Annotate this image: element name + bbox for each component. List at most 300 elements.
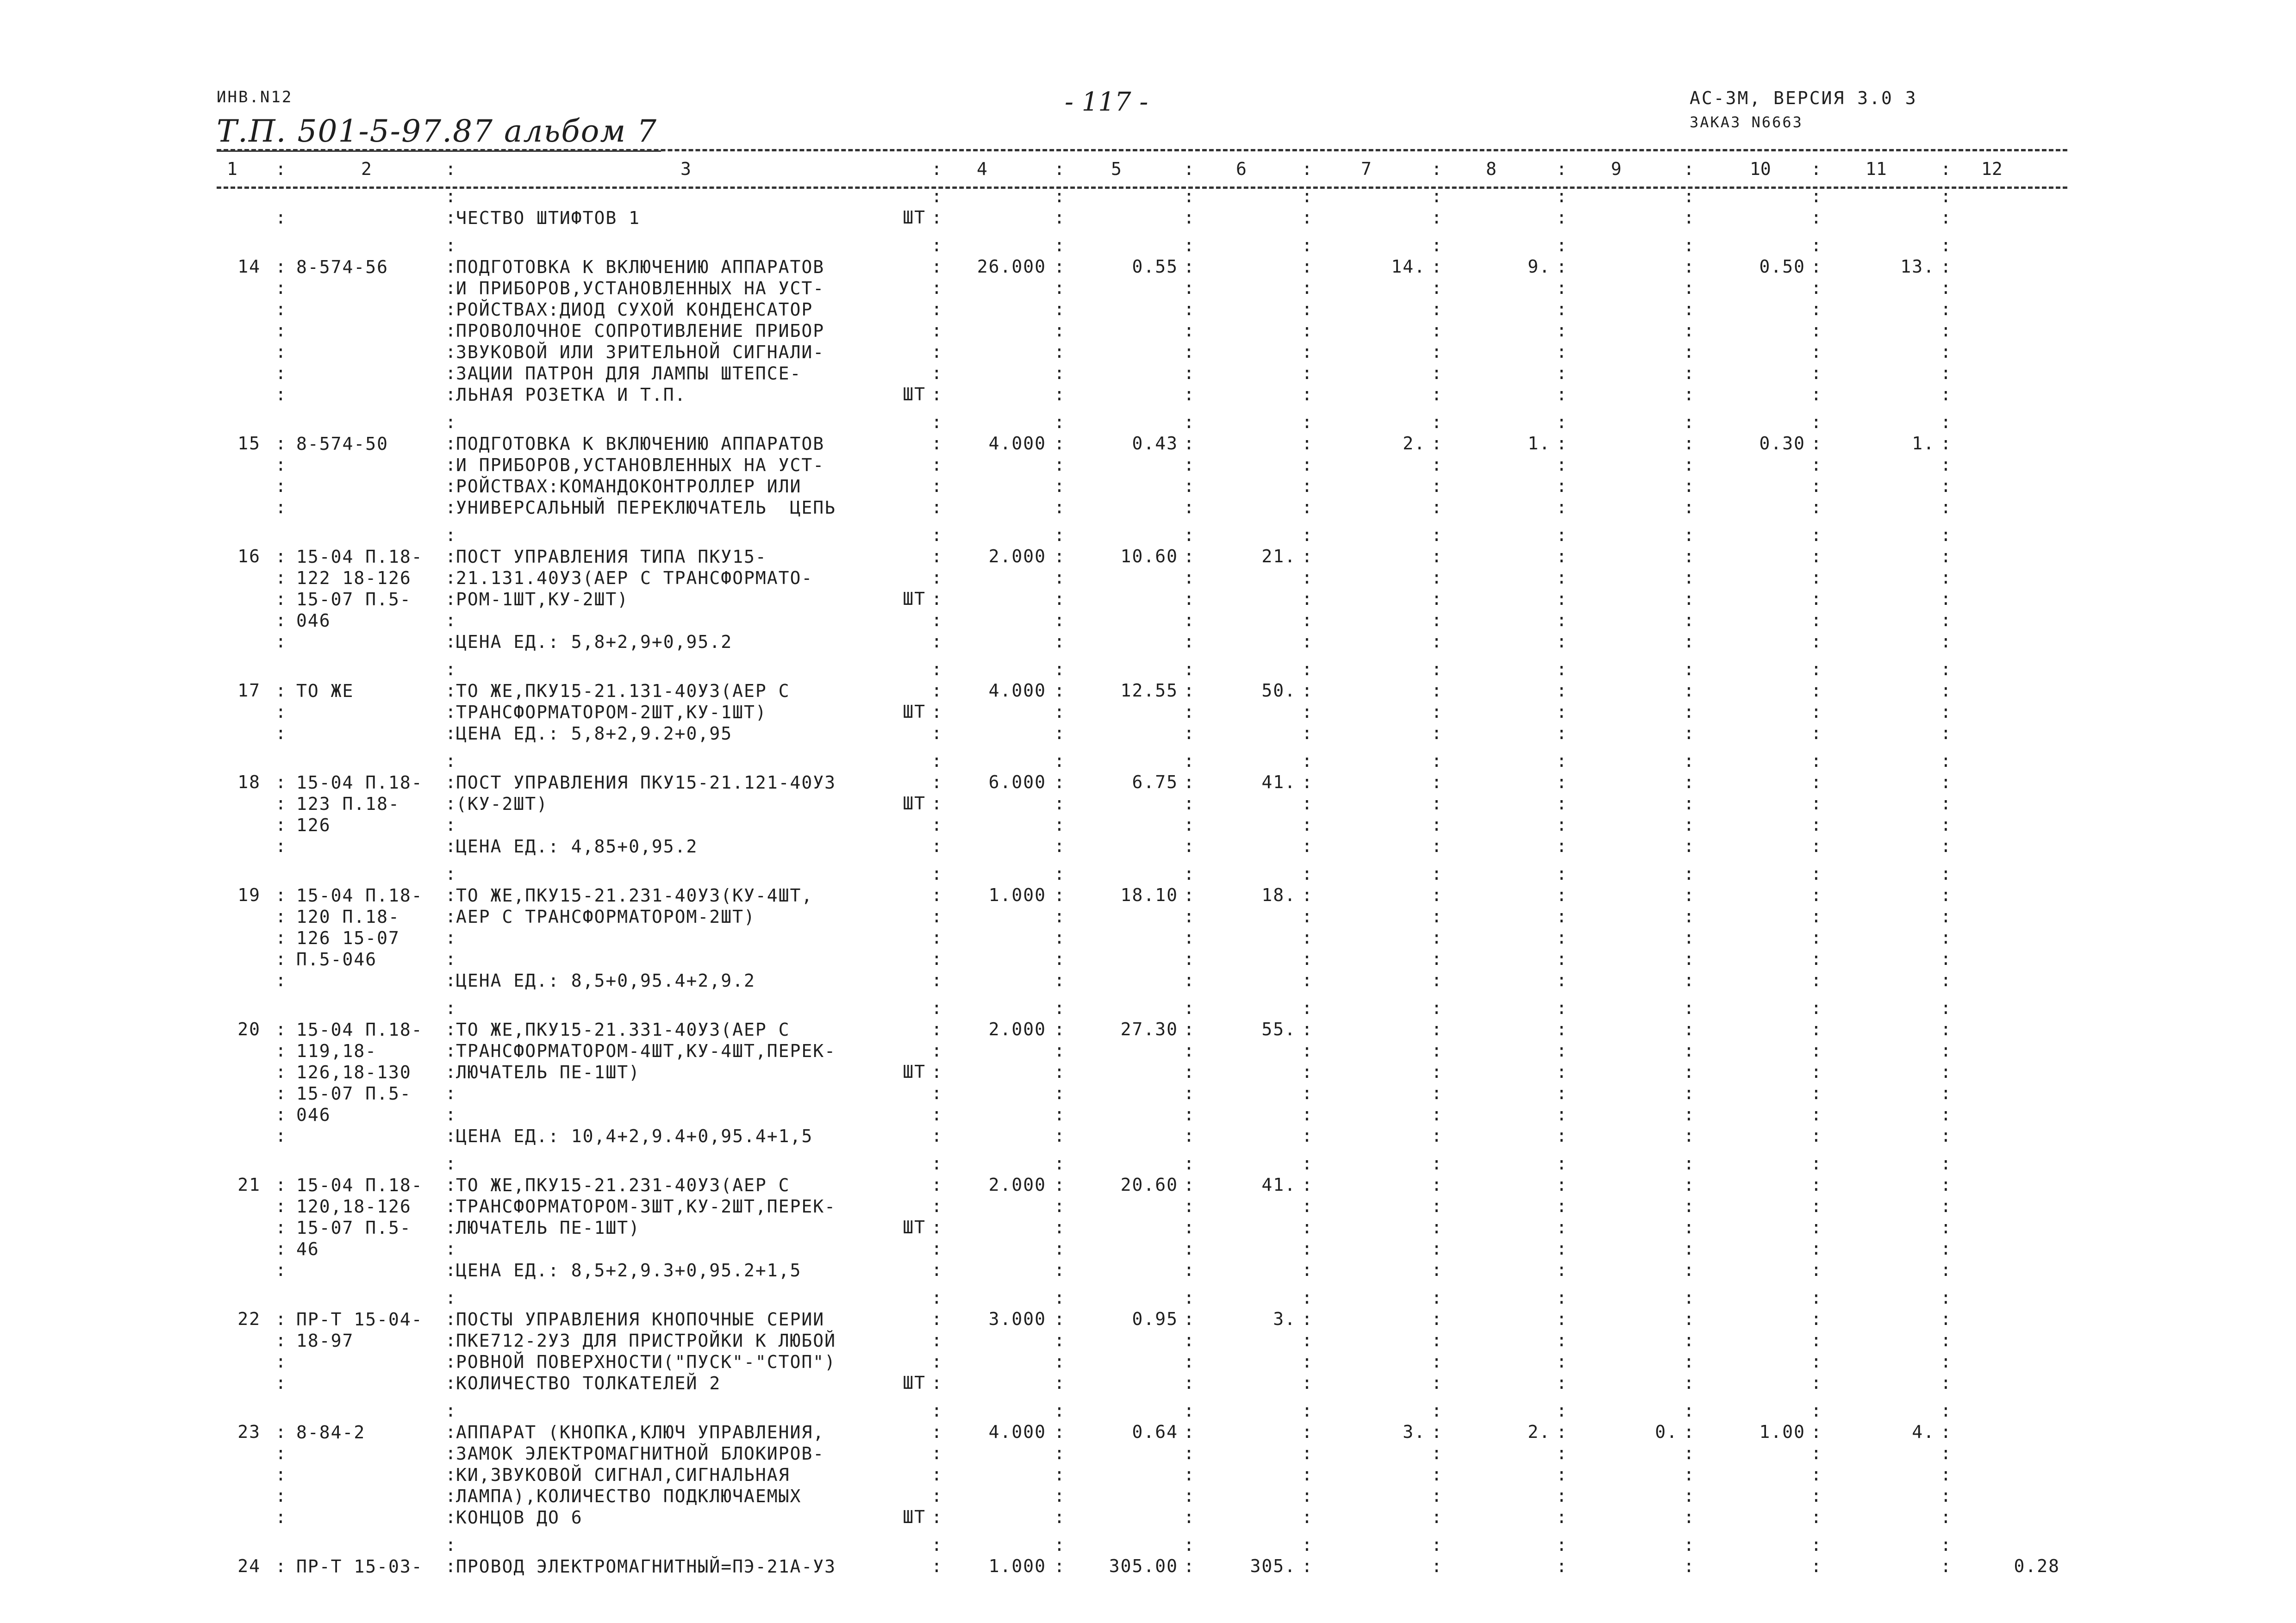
column-separator: : bbox=[1940, 631, 1951, 652]
column-separator: : bbox=[445, 384, 456, 404]
column-separator: : bbox=[445, 1175, 456, 1195]
column-separator: : bbox=[1431, 702, 1442, 722]
column-separator: : bbox=[1684, 998, 1694, 1018]
value-c8: 2. bbox=[1528, 1422, 1551, 1442]
column-separator: : bbox=[1556, 235, 1567, 255]
item-description: ПОДГОТОВКА К ВКЛЮЧЕНИЮ АППАРАТОВ bbox=[456, 257, 825, 277]
column-separator: : bbox=[1811, 1104, 1822, 1125]
column-separator: : bbox=[445, 159, 456, 179]
column-separator: : bbox=[1054, 1238, 1065, 1259]
column-separator: : bbox=[1184, 342, 1194, 362]
column-separator: : bbox=[1684, 1126, 1694, 1146]
column-separator: : bbox=[1054, 1019, 1065, 1039]
column-separator: : bbox=[1184, 159, 1194, 179]
column-separator: : bbox=[1556, 1309, 1567, 1329]
column-separator: : bbox=[1940, 1443, 1951, 1463]
column-separator: : bbox=[1811, 927, 1822, 948]
column-separator: : bbox=[1184, 1309, 1194, 1329]
unit-price-formula: ЦЕНА ЕД.: 5,8+2,9+0,95.2 bbox=[456, 632, 733, 652]
column-separator: : bbox=[931, 1153, 942, 1174]
column-separator: : bbox=[1431, 864, 1442, 884]
column-separator: : bbox=[1302, 476, 1312, 496]
column-separator: : bbox=[1684, 949, 1694, 969]
column-separator: : bbox=[1184, 772, 1194, 792]
column-separator: : bbox=[1184, 384, 1194, 404]
value-c5: 0.64 bbox=[1132, 1422, 1178, 1442]
column-separator: : bbox=[1431, 631, 1442, 652]
column-separator: : bbox=[275, 1330, 286, 1350]
column-separator: : bbox=[445, 702, 456, 722]
column-separator: : bbox=[931, 610, 942, 630]
column-separator: : bbox=[1302, 1238, 1312, 1259]
column-separator: : bbox=[1556, 1040, 1567, 1061]
column-separator: : bbox=[1054, 927, 1065, 948]
column-separator: : bbox=[1556, 836, 1567, 856]
column-separator: : bbox=[1684, 235, 1694, 255]
column-separator: : bbox=[1811, 525, 1822, 545]
column-separator: : bbox=[1684, 412, 1694, 432]
column-separator: : bbox=[1302, 1351, 1312, 1372]
column-separator: : bbox=[1811, 1464, 1822, 1485]
column-separator: : bbox=[1684, 970, 1694, 990]
column-separator: : bbox=[1431, 1238, 1442, 1259]
column-separator: : bbox=[1940, 1351, 1951, 1372]
column-separator: : bbox=[1431, 1175, 1442, 1195]
column-separator: : bbox=[1302, 278, 1312, 298]
unit-label: ШТ bbox=[903, 207, 926, 228]
column-separator: : bbox=[1054, 1464, 1065, 1485]
item-description: ЧЕСТВО ШТИФТОВ 1 bbox=[456, 208, 641, 228]
column-separator: : bbox=[1302, 1486, 1312, 1506]
column-separator: : bbox=[1054, 631, 1065, 652]
column-separator: : bbox=[1302, 1153, 1312, 1174]
item-code: 123 П.18- bbox=[296, 794, 400, 814]
item-description: ПРОВОЛОЧНОЕ СОПРОТИВЛЕНИЕ ПРИБОР bbox=[456, 321, 825, 341]
column-separator: : bbox=[1302, 589, 1312, 609]
column-separator: : bbox=[1811, 631, 1822, 652]
column-separator: : bbox=[1556, 342, 1567, 362]
column-separator: : bbox=[1684, 567, 1694, 588]
column-separator: : bbox=[1940, 342, 1951, 362]
column-separator: : bbox=[1184, 1400, 1194, 1421]
item-description: ТО ЖЕ,ПКУ15-21.231-40У3(КУ-4ШТ, bbox=[456, 885, 813, 906]
column-separator: : bbox=[1556, 1238, 1567, 1259]
column-separator: : bbox=[1556, 1196, 1567, 1216]
item-description: ТРАНСФОРМАТОРОМ-4ШТ,КУ-4ШТ,ПЕРЕК- bbox=[456, 1041, 836, 1061]
column-separator: : bbox=[1556, 702, 1567, 722]
column-separator: : bbox=[1054, 159, 1065, 179]
column-separator: : bbox=[445, 525, 456, 545]
column-separator: : bbox=[1556, 1175, 1567, 1195]
column-separator: : bbox=[1811, 1153, 1822, 1174]
column-separator: : bbox=[1054, 1535, 1065, 1555]
column-separator: : bbox=[1811, 299, 1822, 319]
column-separator: : bbox=[931, 1196, 942, 1216]
item-code: 15-07 П.5- bbox=[296, 1218, 412, 1238]
value-c5: 0.43 bbox=[1132, 433, 1178, 454]
column-separator: : bbox=[1556, 1351, 1567, 1372]
column-separator: : bbox=[1184, 589, 1194, 609]
column-separator: : bbox=[445, 1083, 456, 1103]
column-separator: : bbox=[1054, 433, 1065, 454]
column-separator: : bbox=[1684, 772, 1694, 792]
column-separator: : bbox=[1184, 235, 1194, 255]
column-separator: : bbox=[1684, 546, 1694, 566]
column-separator: : bbox=[1431, 342, 1442, 362]
value-c5: 20.60 bbox=[1120, 1175, 1178, 1195]
column-separator: : bbox=[931, 751, 942, 771]
column-separator: : bbox=[1054, 525, 1065, 545]
column-separator: : bbox=[275, 320, 286, 341]
column-separator: : bbox=[1184, 207, 1194, 228]
column-separator: : bbox=[445, 751, 456, 771]
column-separator: : bbox=[931, 1422, 942, 1442]
column-separator: : bbox=[1684, 702, 1694, 722]
column-separator: : bbox=[275, 384, 286, 404]
item-description: ПКЕ712-2У3 ДЛЯ ПРИСТРОЙКИ К ЛЮБОЙ bbox=[456, 1331, 836, 1351]
column-separator: : bbox=[1431, 1443, 1442, 1463]
item-number: 18 bbox=[237, 772, 261, 792]
column-separator: : bbox=[275, 815, 286, 835]
column-separator: : bbox=[931, 320, 942, 341]
column-separator: : bbox=[1302, 702, 1312, 722]
unit-label: ШТ bbox=[903, 1507, 926, 1527]
column-separator: : bbox=[1556, 998, 1567, 1018]
item-description: ТРАНСФОРМАТОРОМ-3ШТ,КУ-2ШТ,ПЕРЕК- bbox=[456, 1196, 836, 1217]
value-c4: 6.000 bbox=[988, 772, 1046, 792]
column-separator: : bbox=[1684, 1238, 1694, 1259]
value-c6: 18. bbox=[1261, 885, 1296, 905]
column-separator: : bbox=[1184, 1556, 1194, 1576]
column-separator: : bbox=[1302, 815, 1312, 835]
column-separator: : bbox=[275, 1351, 286, 1372]
column-separator: : bbox=[1940, 1104, 1951, 1125]
column-separator: : bbox=[1556, 433, 1567, 454]
column-separator: : bbox=[275, 1126, 286, 1146]
column-separator: : bbox=[1684, 1217, 1694, 1237]
column-separator: : bbox=[1054, 1040, 1065, 1061]
column-separator: : bbox=[1431, 723, 1442, 743]
column-separator: : bbox=[1811, 567, 1822, 588]
column-separator: : bbox=[1054, 454, 1065, 475]
column-separator: : bbox=[275, 927, 286, 948]
column-separator: : bbox=[1684, 299, 1694, 319]
column-separator: : bbox=[1054, 1309, 1065, 1329]
column-separator: : bbox=[1054, 1196, 1065, 1216]
column-separator: : bbox=[275, 299, 286, 319]
column-separator: : bbox=[1811, 589, 1822, 609]
column-separator: : bbox=[1302, 1287, 1312, 1308]
column-separator: : bbox=[1054, 235, 1065, 255]
column-separator: : bbox=[1556, 970, 1567, 990]
column-separator: : bbox=[275, 772, 286, 792]
column-separator: : bbox=[931, 723, 942, 743]
column-separator: : bbox=[1184, 610, 1194, 630]
column-separator: : bbox=[445, 1486, 456, 1506]
column-separator: : bbox=[931, 525, 942, 545]
column-separator: : bbox=[1684, 1019, 1694, 1039]
column-separator: : bbox=[1184, 1422, 1194, 1442]
column-separator: : bbox=[275, 793, 286, 814]
column-separator: : bbox=[1431, 1104, 1442, 1125]
item-code: П.5-046 bbox=[296, 949, 377, 970]
column-separator: : bbox=[1184, 1062, 1194, 1082]
header-divider-bottom bbox=[217, 187, 2067, 189]
column-separator: : bbox=[445, 342, 456, 362]
column-separator: : bbox=[1940, 1486, 1951, 1506]
column-separator: : bbox=[1302, 772, 1312, 792]
inventory-number: ИНВ.N12 bbox=[217, 88, 293, 106]
column-separator: : bbox=[445, 1507, 456, 1527]
item-code: 046 bbox=[296, 610, 331, 631]
column-separator: : bbox=[931, 1309, 942, 1329]
column-separator: : bbox=[445, 433, 456, 454]
column-separator: : bbox=[1431, 970, 1442, 990]
column-separator: : bbox=[1811, 476, 1822, 496]
column-separator: : bbox=[931, 793, 942, 814]
column-separator: : bbox=[1431, 815, 1442, 835]
column-separator: : bbox=[1684, 476, 1694, 496]
column-separator: : bbox=[1940, 1019, 1951, 1039]
column-separator: : bbox=[1556, 631, 1567, 652]
column-separator: : bbox=[1940, 1556, 1951, 1576]
item-code: 15-04 П.18- bbox=[296, 1175, 423, 1195]
column-separator: : bbox=[1940, 384, 1951, 404]
column-separator: : bbox=[1940, 320, 1951, 341]
column-separator: : bbox=[1684, 159, 1694, 179]
column-separator: : bbox=[275, 970, 286, 990]
unit-label: ШТ bbox=[903, 793, 926, 814]
column-separator: : bbox=[1556, 299, 1567, 319]
item-description: КОЛИЧЕСТВО ТОЛКАТЕЛЕЙ 2 bbox=[456, 1373, 721, 1393]
column-separator: : bbox=[1431, 207, 1442, 228]
column-separator: : bbox=[1940, 1400, 1951, 1421]
column-separator: : bbox=[1184, 497, 1194, 517]
column-number: 12 bbox=[1981, 159, 2003, 179]
column-separator: : bbox=[445, 186, 456, 206]
column-separator: : bbox=[1556, 1373, 1567, 1393]
column-separator: : bbox=[1684, 906, 1694, 927]
column-separator: : bbox=[1431, 476, 1442, 496]
column-separator: : bbox=[931, 476, 942, 496]
column-separator: : bbox=[1940, 589, 1951, 609]
column-separator: : bbox=[1811, 320, 1822, 341]
column-separator: : bbox=[1940, 299, 1951, 319]
value-c6: 41. bbox=[1261, 772, 1296, 792]
column-separator: : bbox=[275, 342, 286, 362]
column-separator: : bbox=[1431, 1422, 1442, 1442]
column-separator: : bbox=[1811, 1062, 1822, 1082]
item-code: 46 bbox=[296, 1239, 319, 1259]
order-number: ЗАКАЗ N6663 bbox=[1690, 113, 1803, 131]
item-code: 18-97 bbox=[296, 1331, 354, 1351]
column-separator: : bbox=[1431, 1373, 1442, 1393]
item-code: 120,18-126 bbox=[296, 1196, 412, 1217]
column-separator: : bbox=[931, 363, 942, 383]
column-separator: : bbox=[275, 454, 286, 475]
column-separator: : bbox=[1556, 589, 1567, 609]
column-separator: : bbox=[1684, 525, 1694, 545]
page-number: - 117 - bbox=[1065, 87, 1148, 117]
column-separator: : bbox=[1811, 723, 1822, 743]
column-separator: : bbox=[1811, 256, 1822, 277]
column-separator: : bbox=[445, 659, 456, 679]
column-separator: : bbox=[1556, 497, 1567, 517]
column-separator: : bbox=[1431, 1062, 1442, 1082]
item-description: ТО ЖЕ,ПКУ15-21.231-40У3(АЕР С bbox=[456, 1175, 790, 1195]
column-separator: : bbox=[1431, 525, 1442, 545]
column-separator: : bbox=[1811, 363, 1822, 383]
column-separator: : bbox=[931, 1062, 942, 1082]
value-c9: 0. bbox=[1655, 1422, 1678, 1442]
column-separator: : bbox=[1684, 864, 1694, 884]
item-description: ЛАМПА),КОЛИЧЕСТВО ПОДКЛЮЧАЕМЫХ bbox=[456, 1486, 802, 1506]
column-separator: : bbox=[1684, 342, 1694, 362]
column-separator: : bbox=[1811, 1175, 1822, 1195]
column-separator: : bbox=[1811, 1238, 1822, 1259]
column-separator: : bbox=[1431, 1351, 1442, 1372]
column-separator: : bbox=[1054, 659, 1065, 679]
item-code: 126 bbox=[296, 815, 331, 835]
column-separator: : bbox=[1184, 906, 1194, 927]
column-separator: : bbox=[1184, 1238, 1194, 1259]
column-separator: : bbox=[1811, 546, 1822, 566]
column-separator: : bbox=[1302, 998, 1312, 1018]
column-separator: : bbox=[1940, 567, 1951, 588]
column-separator: : bbox=[931, 1126, 942, 1146]
item-number: 20 bbox=[237, 1019, 261, 1039]
item-description: ПОСТ УПРАВЛЕНИЯ ТИПА ПКУ15- bbox=[456, 547, 767, 567]
column-separator: : bbox=[1940, 363, 1951, 383]
column-separator: : bbox=[1184, 1351, 1194, 1372]
column-separator: : bbox=[931, 815, 942, 835]
column-separator: : bbox=[1940, 836, 1951, 856]
column-separator: : bbox=[275, 567, 286, 588]
column-separator: : bbox=[1940, 476, 1951, 496]
column-separator: : bbox=[1054, 1507, 1065, 1527]
value-c6: 41. bbox=[1261, 1175, 1296, 1195]
value-c4: 3.000 bbox=[988, 1309, 1046, 1329]
column-separator: : bbox=[1184, 454, 1194, 475]
column-separator: : bbox=[1940, 610, 1951, 630]
column-separator: : bbox=[1811, 1260, 1822, 1280]
item-description: ПОСТ УПРАВЛЕНИЯ ПКУ15-21.121-40У3 bbox=[456, 772, 836, 793]
column-separator: : bbox=[275, 1104, 286, 1125]
column-separator: : bbox=[1184, 1535, 1194, 1555]
column-separator: : bbox=[445, 476, 456, 496]
column-separator: : bbox=[1556, 1287, 1567, 1308]
column-separator: : bbox=[1054, 186, 1065, 206]
column-separator: : bbox=[445, 906, 456, 927]
column-separator: : bbox=[1054, 1351, 1065, 1372]
column-separator: : bbox=[1302, 1535, 1312, 1555]
column-separator: : bbox=[445, 1464, 456, 1485]
column-separator: : bbox=[1811, 1330, 1822, 1350]
item-description: ЗАМОК ЭЛЕКТРОМАГНИТНОЙ БЛОКИРОВ- bbox=[456, 1443, 825, 1464]
column-separator: : bbox=[1431, 1196, 1442, 1216]
column-separator: : bbox=[1431, 1556, 1442, 1576]
item-description: ПРОВОД ЭЛЕКТРОМАГНИТНЫЙ=ПЭ-21А-У3 bbox=[456, 1556, 836, 1577]
column-separator: : bbox=[1184, 1019, 1194, 1039]
column-separator: : bbox=[275, 1062, 286, 1082]
item-description: ЗВУКОВОЙ ИЛИ ЗРИТЕЛЬНОЙ СИГНАЛИ- bbox=[456, 342, 825, 362]
column-separator: : bbox=[1556, 1330, 1567, 1350]
value-c5: 12.55 bbox=[1120, 680, 1178, 701]
column-separator: : bbox=[1431, 1153, 1442, 1174]
item-description: РОЙСТВАХ:ДИОД СУХОЙ КОНДЕНСАТОР bbox=[456, 299, 813, 320]
column-separator: : bbox=[1054, 320, 1065, 341]
column-separator: : bbox=[445, 927, 456, 948]
column-separator: : bbox=[931, 1083, 942, 1103]
column-separator: : bbox=[1684, 1309, 1694, 1329]
column-separator: : bbox=[445, 1196, 456, 1216]
column-separator: : bbox=[931, 159, 942, 179]
column-separator: : bbox=[275, 1083, 286, 1103]
column-separator: : bbox=[931, 970, 942, 990]
unit-label: ШТ bbox=[903, 1062, 926, 1082]
column-separator: : bbox=[1940, 1287, 1951, 1308]
column-separator: : bbox=[1431, 278, 1442, 298]
column-separator: : bbox=[275, 836, 286, 856]
column-separator: : bbox=[1302, 1260, 1312, 1280]
column-separator: : bbox=[1684, 631, 1694, 652]
column-separator: : bbox=[1302, 1556, 1312, 1576]
column-number: 1 bbox=[227, 159, 237, 179]
column-separator: : bbox=[1184, 1287, 1194, 1308]
column-separator: : bbox=[1684, 1062, 1694, 1082]
column-separator: : bbox=[1302, 836, 1312, 856]
column-separator: : bbox=[1556, 476, 1567, 496]
column-separator: : bbox=[1302, 1422, 1312, 1442]
column-separator: : bbox=[1302, 384, 1312, 404]
column-separator: : bbox=[1431, 433, 1442, 454]
column-separator: : bbox=[1184, 949, 1194, 969]
column-separator: : bbox=[1811, 772, 1822, 792]
column-separator: : bbox=[1184, 1040, 1194, 1061]
column-separator: : bbox=[1811, 659, 1822, 679]
column-separator: : bbox=[1940, 1422, 1951, 1442]
column-separator: : bbox=[1054, 476, 1065, 496]
column-separator: : bbox=[1054, 680, 1065, 701]
column-separator: : bbox=[1302, 454, 1312, 475]
item-number: 24 bbox=[237, 1556, 261, 1576]
column-separator: : bbox=[1054, 207, 1065, 228]
column-separator: : bbox=[1184, 927, 1194, 948]
column-separator: : bbox=[1556, 610, 1567, 630]
column-separator: : bbox=[1184, 363, 1194, 383]
column-separator: : bbox=[1302, 1126, 1312, 1146]
column-separator: : bbox=[1431, 906, 1442, 927]
column-separator: : bbox=[1302, 1104, 1312, 1125]
column-separator: : bbox=[1556, 256, 1567, 277]
value-c12: 0.28 bbox=[2014, 1556, 2060, 1576]
unit-label: ШТ bbox=[903, 384, 926, 404]
column-separator: : bbox=[1302, 207, 1312, 228]
column-separator: : bbox=[931, 342, 942, 362]
column-separator: : bbox=[445, 1040, 456, 1061]
item-description: КИ,ЗВУКОВОЙ СИГНАЛ,СИГНАЛЬНАЯ bbox=[456, 1465, 790, 1485]
value-c4: 26.000 bbox=[977, 256, 1046, 277]
item-code: 122 18-126 bbox=[296, 568, 412, 588]
column-separator: : bbox=[1556, 815, 1567, 835]
column-separator: : bbox=[1940, 927, 1951, 948]
value-c5: 18.10 bbox=[1120, 885, 1178, 905]
column-separator: : bbox=[1684, 680, 1694, 701]
column-separator: : bbox=[1940, 1153, 1951, 1174]
column-separator: : bbox=[1184, 546, 1194, 566]
item-code: 126,18-130 bbox=[296, 1062, 412, 1082]
column-separator: : bbox=[1940, 1507, 1951, 1527]
